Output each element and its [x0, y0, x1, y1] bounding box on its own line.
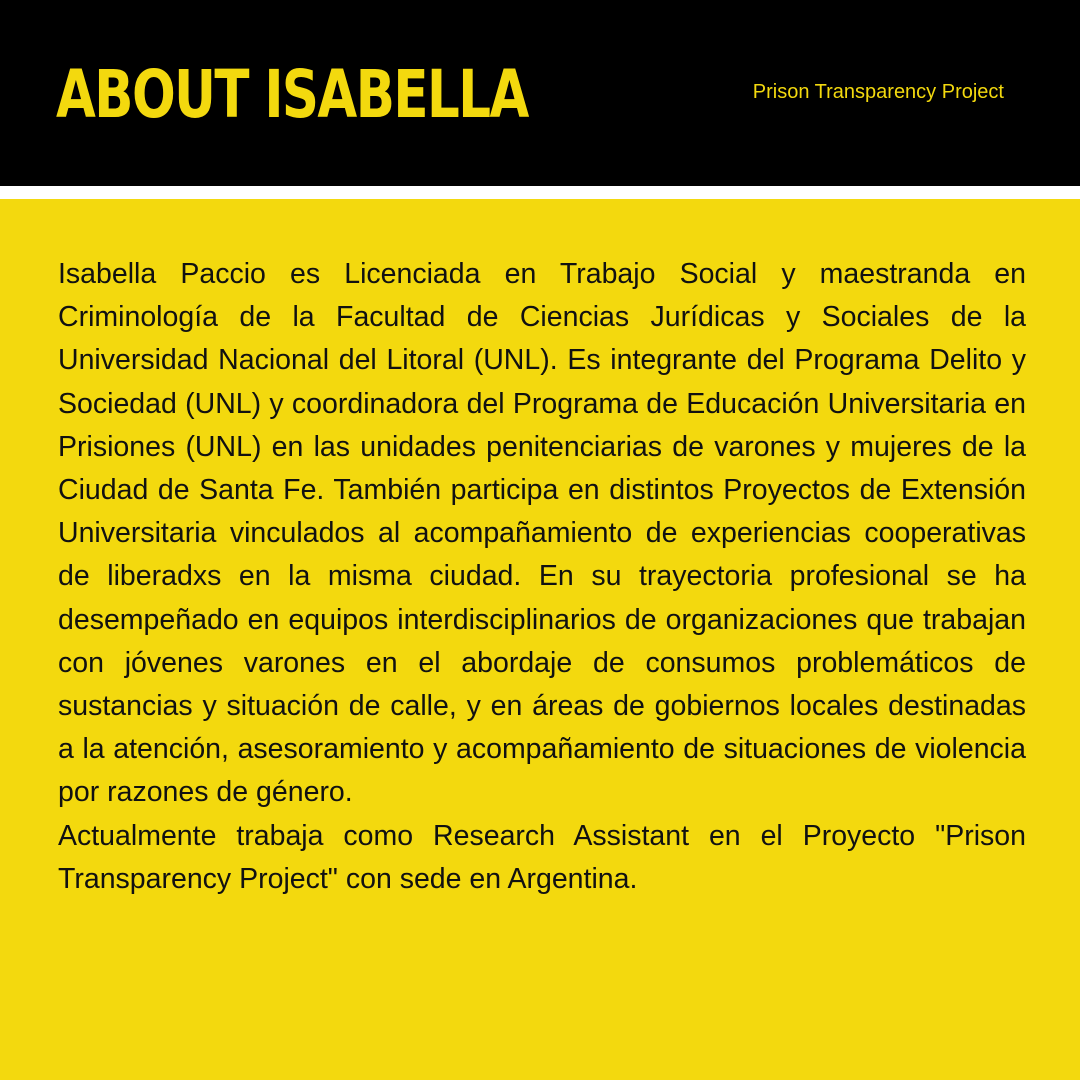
bio-paragraph-2: Actualmente trabaja como Research Assistant en el Proyecto "Prison Transparency Project" con sede en Argentina. — [58, 819, 1026, 895]
page-title: ABOUT ISABELLA — [56, 56, 528, 133]
project-label: Prison Transparency Project — [752, 81, 1004, 103]
bio-text — [58, 253, 1026, 901]
bio-paragraph-1: Isabella Paccio es Licenciada en Trabajo Social y maestranda en Criminología de la Facultad de Ciencias Jurídicas y Sociales de la Universidad Nacional del Litoral (UNL). Es integrante del Programa Delito y Sociedad (UNL) y coordinadora del Programa de Educación Universitaria en Prisiones (UNL) en las unidades penitenciarias de varones y mujeres de la Ciudad de Santa Fe. También participa en distintos Proyectos de Extensión Universitaria vinculados al acompañamiento de experiencias cooperativas de liberadxs en la misma ciudad. En su trayectoria profesional se ha desempeñado en equipos interdisciplinarios de organizaciones que trabajan con jóvenes varones en el abordaje de consumos problemáticos de sustancias y situación de calle, y en áreas de gobiernos locales destinadas a la atención, asesoramiento y acompañamiento de situaciones de violencia por razones de género. — [58, 258, 1026, 809]
header-banner — [0, 0, 1080, 186]
content-panel — [0, 199, 1080, 1080]
